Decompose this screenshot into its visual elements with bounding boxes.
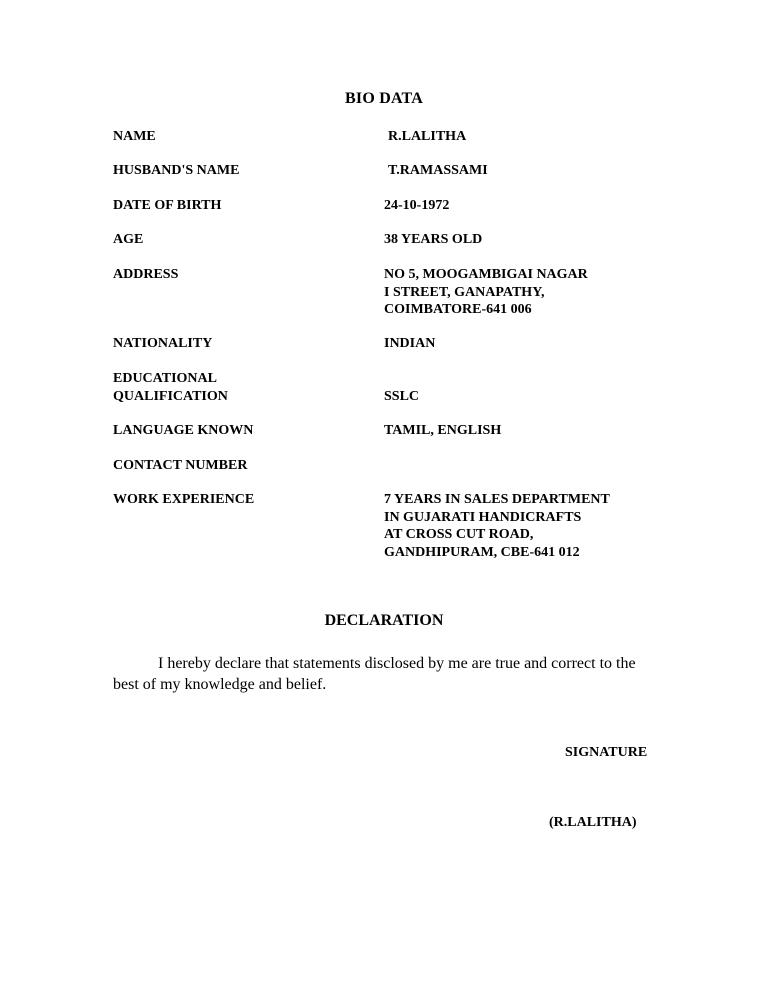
field-label: ADDRESS: [113, 267, 179, 282]
field-value: NO 5, MOOGAMBIGAI NAGAR I STREET, GANAPATHY, COIMBATORE-641 006: [384, 267, 588, 317]
field-label: NAME: [113, 129, 156, 144]
field-value: 7 YEARS IN SALES DEPARTMENT IN GUJARATI HANDICRAFTS AT CROSS CUT ROAD, GANDHIPURAM, CBE-641 012: [384, 492, 610, 560]
field-value: R.LALITHA: [388, 129, 467, 144]
field-label: NATIONALITY: [113, 336, 213, 351]
field-label: CONTACT NUMBER: [113, 458, 248, 473]
declaration-heading: DECLARATION: [324, 612, 444, 629]
signature-label: SIGNATURE: [565, 745, 648, 760]
field-value: SSLC: [384, 388, 420, 404]
field-label: WORK EXPERIENCE: [113, 492, 255, 507]
field-label: HUSBAND'S NAME: [113, 163, 240, 178]
field-label: AGE: [113, 232, 144, 247]
page-title: BIO DATA: [345, 90, 423, 107]
declaration-text: I hereby declare that statements disclosed by me are true and correct to the best of my knowledge and belief.: [113, 655, 636, 693]
field-value: INDIAN: [384, 336, 436, 351]
field-label: EDUCATIONAL QUALIFICATION: [113, 371, 228, 404]
field-value: 38 YEARS OLD: [384, 232, 483, 247]
field-value: TAMIL, ENGLISH: [384, 423, 502, 438]
field-label: LANGUAGE KNOWN: [113, 423, 254, 438]
field-label: DATE OF BIRTH: [113, 198, 222, 213]
field-value: T.RAMASSAMI: [388, 163, 488, 178]
field-value: 24-10-1972: [384, 198, 450, 213]
signature-name: (R.LALITHA): [549, 815, 637, 830]
